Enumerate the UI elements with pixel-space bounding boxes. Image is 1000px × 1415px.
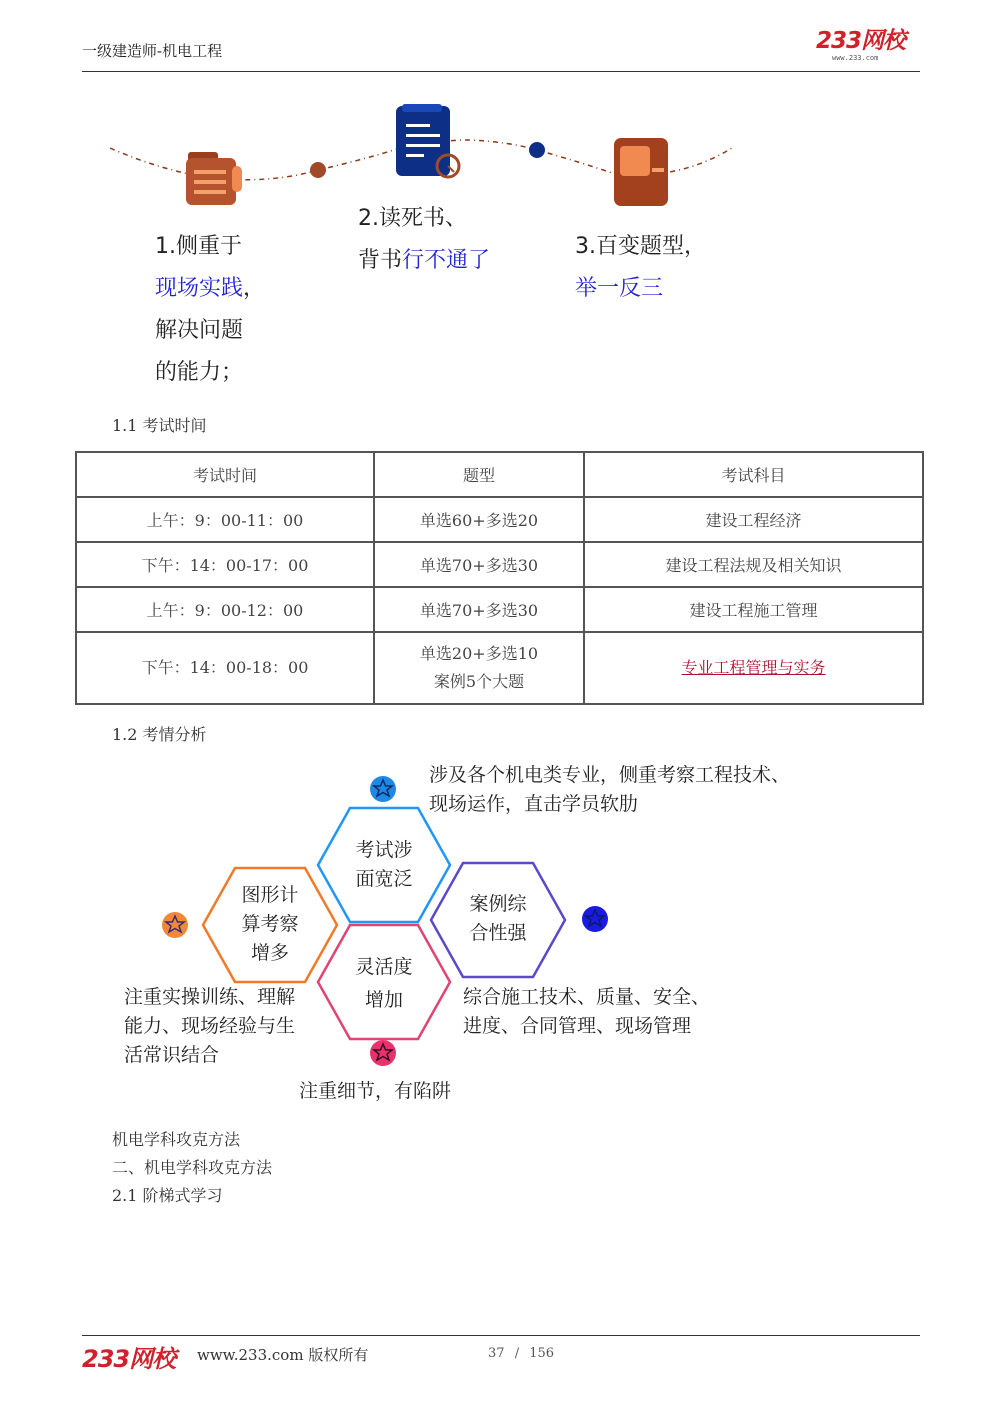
body-line: 二、机电学科攻克方法 — [112, 1158, 273, 1177]
page-separator: / — [514, 1346, 520, 1361]
hex-label-line: 算考察 — [241, 913, 299, 935]
note-line: 活常识结合 — [124, 1044, 220, 1066]
book-icon — [614, 138, 668, 206]
table-cell: 下午：14：00-18：00 — [76, 632, 374, 704]
note-left — [124, 983, 295, 1070]
step-1-tail: ， — [243, 276, 266, 301]
step-3-line1: 3.百变题型， — [575, 234, 706, 259]
step-3-highlight: 举一反三 — [575, 276, 664, 301]
path-dot-1 — [310, 162, 326, 178]
body-line: 2.1 阶梯式学习 — [112, 1186, 223, 1205]
table-cell: 上午：9：00-11：00 — [76, 497, 374, 542]
exam-table — [75, 451, 924, 705]
table-cell-line: 单选20+多选10 — [419, 644, 539, 663]
hex-label-line: 合性强 — [469, 922, 527, 944]
hex-label-line: 增加 — [364, 989, 403, 1011]
notebook-icon — [186, 152, 242, 205]
table-cell: 建设工程经济 — [584, 497, 923, 542]
table-cell: 单选70+多选30 — [374, 542, 584, 587]
table-cell: 下午：14：00-17：00 — [76, 542, 374, 587]
table-cell: 单选60+多选20 — [374, 497, 584, 542]
table-header-row — [76, 452, 923, 497]
table-row — [76, 587, 923, 632]
star-icon — [582, 906, 608, 932]
table-cell: 建设工程法规及相关知识 — [584, 542, 923, 587]
table-cell — [584, 632, 923, 704]
subject-link[interactable]: 专业工程管理与实务 — [681, 658, 826, 677]
header-logo-url: www.233.com — [832, 54, 879, 62]
step-2-prefix: 背书 — [358, 248, 403, 273]
header-rule — [82, 71, 920, 72]
body-line: 机电学科攻克方法 — [112, 1130, 241, 1149]
table-header-cell: 题型 — [374, 452, 584, 497]
hex-label-line: 增多 — [250, 942, 289, 964]
table-header-cell: 考试科目 — [584, 452, 923, 497]
step-2-line2 — [358, 240, 490, 282]
step-1-line4: 的能力； — [155, 360, 244, 385]
page-number — [488, 1346, 554, 1361]
section-analysis: 1.2 考情分析 — [112, 725, 207, 744]
note-right — [463, 983, 710, 1041]
hex-label-line: 案例综 — [469, 893, 527, 915]
section-exam-time: 1.1 考试时间 — [112, 416, 207, 435]
star-icon — [370, 1040, 396, 1066]
hex-left-label — [220, 881, 320, 968]
note-line: 涉及各个机电类专业，侧重考察工程技术、 — [429, 764, 791, 786]
star-icon — [162, 912, 188, 938]
table-row — [76, 542, 923, 587]
note-line: 能力、现场经验与生 — [124, 1015, 296, 1037]
table-cell: 上午：9：00-12：00 — [76, 587, 374, 632]
hex-label-line: 考试涉 — [355, 839, 413, 861]
hex-right-label — [448, 890, 548, 948]
hex-bottom-label — [334, 951, 434, 1017]
star-icon — [370, 776, 396, 802]
hex-label-line: 图形计 — [241, 884, 299, 906]
hex-top-label — [334, 836, 434, 894]
step-2 — [358, 198, 490, 282]
step-1-line3: 解决问题 — [155, 318, 244, 343]
header-logo — [816, 28, 921, 62]
footer-logo: 233网校 — [82, 1345, 176, 1373]
step-1 — [155, 226, 265, 394]
step-1-line2 — [155, 268, 265, 310]
note-line: 进度、合同管理、现场管理 — [463, 1015, 692, 1037]
hex-label-line: 灵活度 — [355, 956, 413, 978]
header-logo-text: 233网校 — [816, 28, 906, 54]
footer-rule — [82, 1335, 920, 1336]
table-header-cell: 考试时间 — [76, 452, 374, 497]
page-total: 156 — [529, 1346, 555, 1361]
header-title: 一级建造师-机电工程 — [82, 42, 223, 60]
path-dot-2 — [529, 142, 545, 158]
step-2-highlight: 行不通了 — [402, 248, 491, 273]
table-cell — [374, 632, 584, 704]
note-bottom: 注重细节，有陷阱 — [299, 1080, 452, 1102]
table-row — [76, 632, 923, 704]
page-current: 37 — [488, 1346, 505, 1361]
table-cell-line: 案例5个大题 — [433, 672, 525, 691]
step-3 — [575, 226, 706, 310]
note-line: 现场运作，直击学员软肋 — [429, 793, 639, 815]
note-line: 综合施工技术、质量、安全、 — [463, 986, 711, 1008]
note-line: 注重实操训练、理解 — [124, 986, 296, 1008]
step-1-highlight: 现场实践 — [155, 276, 244, 301]
table-cell: 单选70+多选30 — [374, 587, 584, 632]
footer-site[interactable]: www.233.com 版权所有 — [197, 1346, 369, 1364]
table-row — [76, 497, 923, 542]
document-search-icon — [396, 104, 459, 177]
hex-label-line: 面宽泛 — [355, 868, 413, 890]
step-1-line1: 1.侧重于 — [155, 234, 242, 259]
note-top — [429, 761, 790, 819]
step-2-line1: 2.读死书、 — [358, 206, 467, 231]
table-cell: 建设工程施工管理 — [584, 587, 923, 632]
